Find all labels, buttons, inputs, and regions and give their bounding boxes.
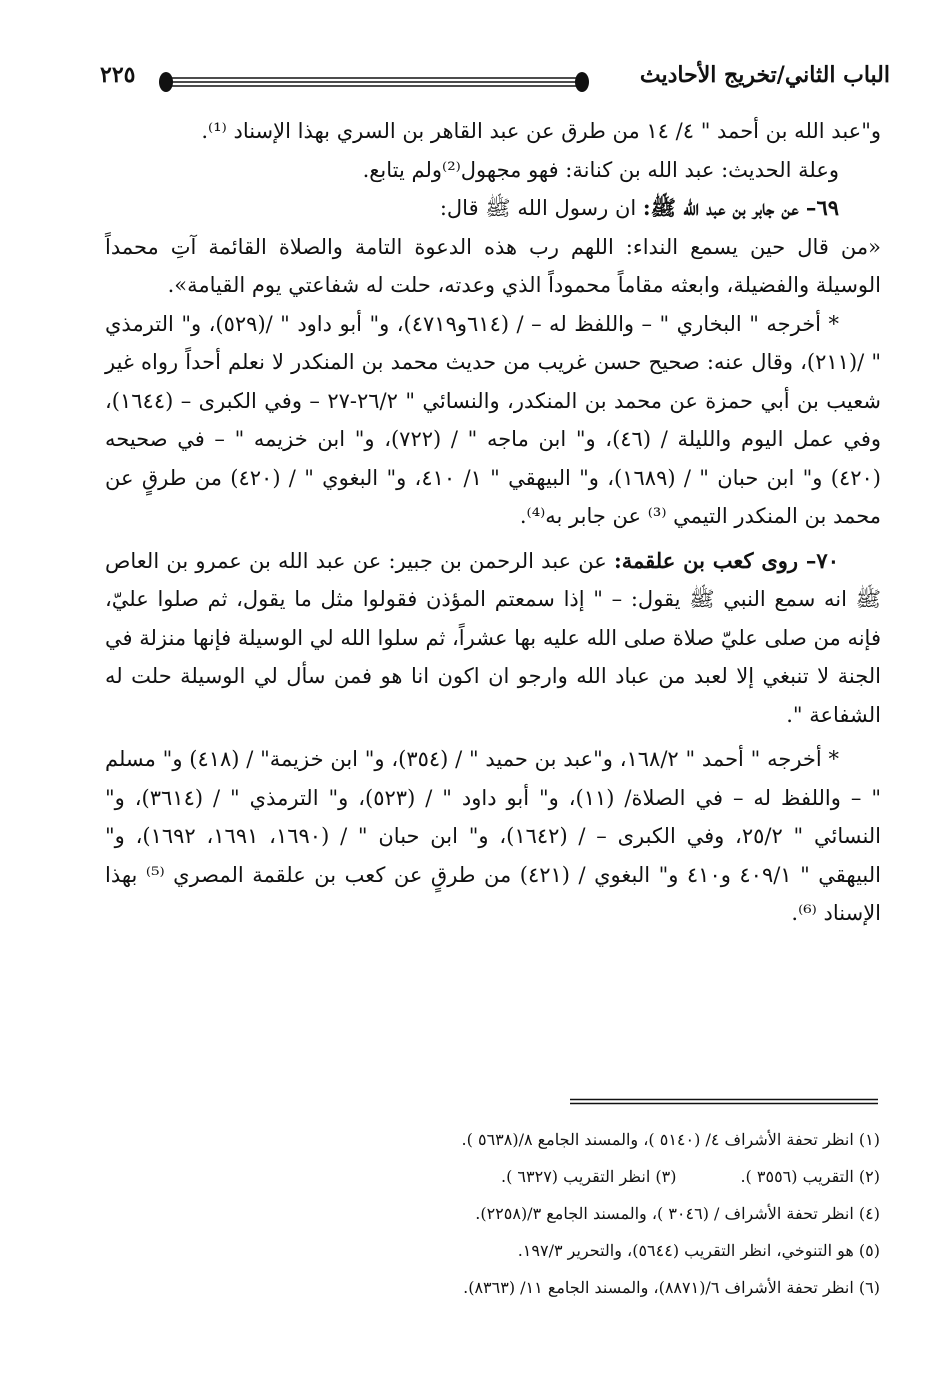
paragraph-1: و"عبد الله بن أحمد " ٤/ ١٤ من طرق عن عبد القاهر بن السري بهذا الإسناد ⁽¹⁾. (201, 119, 881, 143)
paragraph-2: وعلة الحديث: عبد الله بن كنانة: فهو مجهول⁽²⁾ولم يتابع. (362, 157, 839, 182)
chapter-title: الباب الثاني/تخريج الأحاديث (639, 62, 890, 88)
footnote-4: (٤) انظر تحفة الأشراف / (٣٠٤٦ )، والمسند الجامع ٣/(٢٢٥٨). (475, 1204, 880, 1223)
footnote-2: (٢) التقريب (٣٥٥٦ ). (740, 1167, 880, 1186)
header-ornament-rule (158, 69, 590, 95)
hadith-69-number: ٦٩– عن جابر بن عبد الله ﷺ: (642, 195, 839, 220)
main-text (105, 112, 881, 933)
hadith-69-intro: ان رسول الله ﷺ قال: (439, 196, 643, 220)
footnote-6: (٦) انظر تحفة الأشراف ٦/(٨٨٧١)، والمسند الجامع ١١/ (٨٣٦٣). (463, 1278, 880, 1297)
hadith-69-heading (105, 189, 881, 228)
footnote-separator (570, 1098, 878, 1105)
footnotes (300, 1121, 880, 1306)
hadith-70-takhrij: * أخرجه " أحمد " ١٦٨/٢، و"عبد بن حميد " / (٣٥٤)، و" ابن خزيمة" / (٤١٨) و" مسلم " – واللفظ له – في الصلاة/ (١١)، و" أبو داود " / (٥٢٣)، و" الترمذي " / (٣٦١٤)، و" النسائي " ٢٥/٢، وفي الكبرى – / (١٦٤٢)، و" ابن حبان " / (١٦٩٠، ١٦٩١، ١٦٩٢)، و" البيهقي " ٤٠٩/١ و٤١٠ و" البغوي / (٤٢١) من طرقٍ عن كعب بن علقمة المصري ⁽⁵⁾ بهذا الإسناد ⁽⁶⁾. (105, 747, 882, 925)
footnote-5: (٥) هو التنوخي، انظر التقريب (٥٦٤٤)، والتحرير ١٩٧/٣. (517, 1241, 880, 1260)
hadith-70-text: عن عبد الرحمن بن جبير: عن عبد الله بن عمرو بن العاص ﷺ انه سمع النبي ﷺ يقول: – " إذا سمعتم المؤذن فقولوا مثل ما يقول، ثم صلوا عليّ، فإنه من صلى عليّ صلاة صلى الله عليه بها عشراً، ثم سلوا الله لي الوسيلة فإنها منزلة في الجنة لا تنبغي إلا لعبد من عباد الله وارجو ان اكون انا هو فمن سأل لي الوسيلة حلت له الشفاعة ". (105, 548, 881, 727)
footnote-3: (٣) انظر التقريب (٦٣٢٧ ). (501, 1167, 677, 1186)
page-number: ٢٢٥ (100, 62, 136, 88)
hadith-69-text: «من قال حين يسمع النداء: اللهم رب هذه الدعوة التامة والصلاة القائمة آتِ محمداً الوسيلة والفضيلة، وابعثه مقاماً محموداً الذي وعدته، حلت له شفاعتي يوم القيامة». (105, 234, 881, 297)
hadith-70 (105, 542, 881, 735)
running-header (100, 52, 890, 102)
hadith-69-takhrij: * أخرجه " البخاري " – واللفظ له – / (٦١٤و٤٧١٩)، و" أبو داود " /(٥٢٩)، و" الترمذي " /(٢١١)، وقال عنه: صحيح حسن غريب من حديث محمد بن المنكدر لا نعلم أحداً رواه غير شعيب بن أبي حمزة عن محمد بن المنكدر، والنسائي " ٢٦/٢-٢٧ – وفي الكبرى – (١٦٤٤)، وفي عمل اليوم والليلة / (٤٦)، و" ابن ماجه " / (٧٢٢)، و" ابن خزيمه " – في صحيحه (٤٢٠) و" ابن حبان " / (١٦٨٩)، و" البيهقي " ١/ ٤١٠، و" البغوي " / (٤٢٠) من طرقٍ عن محمد بن المنكدر التيمي ⁽³⁾ عن جابر به⁽⁴⁾. (105, 311, 882, 528)
footnote-2-3 (300, 1158, 880, 1195)
footnote-1: (١) انظر تحفة الأشراف ٤/ (٥١٤٠ )، والمسند الجامع ٨/(٥٦٣٨ ). (461, 1130, 880, 1149)
hadith-70-number: ٧٠– روى كعب بن علقمة: (614, 547, 839, 573)
